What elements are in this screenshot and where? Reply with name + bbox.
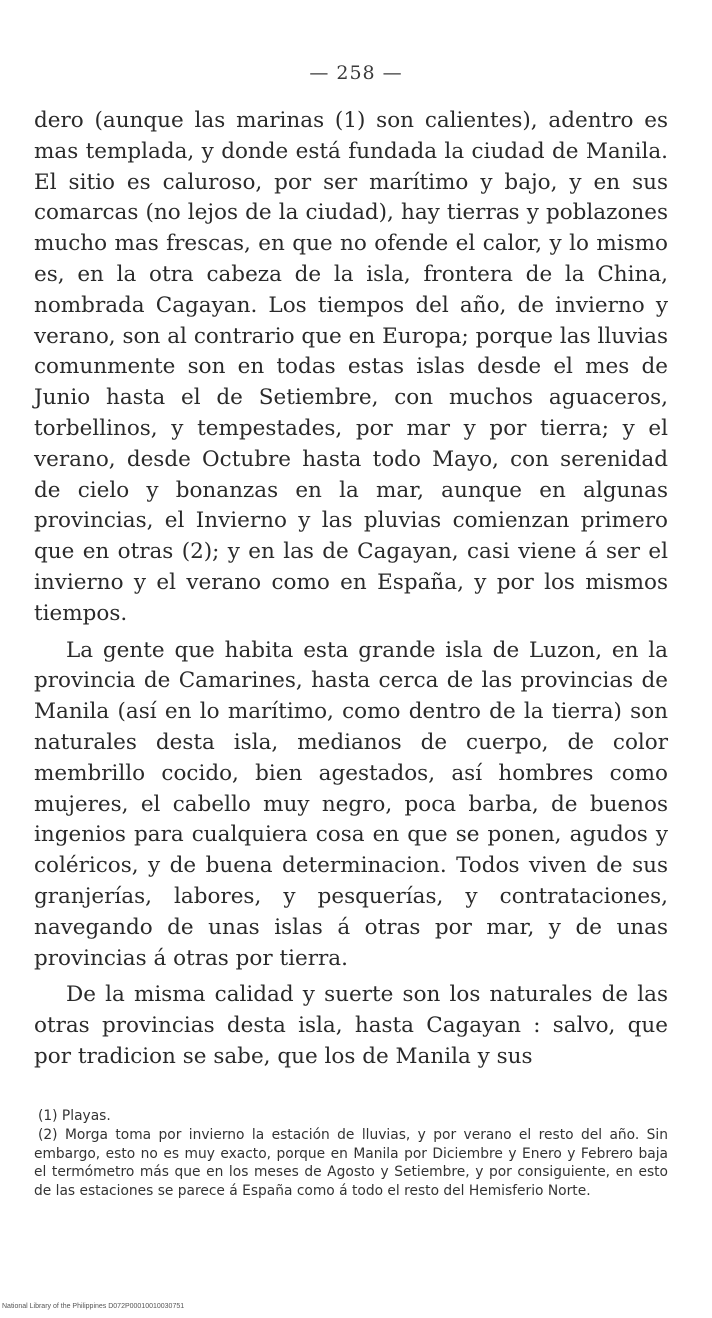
paragraph-1: dero (aunque las marinas (1) son calientes), adentro es mas templada, y donde está fundada la ciudad de Manila. El sitio es caluroso, por ser marítimo y bajo, y en sus comarcas (no lejos de la ciudad), hay tierras y poblazones mucho mas frescas, en que no ofende el calor, y lo mismo es, en la otra cabeza de la isla, frontera de la China, nombrada Cagayan. Los tiempos del año, de invierno y verano, son al contrario que en Europa; porque las lluvias comunmente son en todas estas islas desde el mes de Junio hasta el de Setiembre, con muchos aguaceros, torbellinos, y tempestades, por mar y por tierra; y el verano, desde Octubre hasta todo Mayo, con serenidad de cielo y bonanzas en la mar, aunque en algunas provincias, el Invierno y las pluvias comienzan primero que en otras (2); y en las de Cagayan, casi viene á ser el invierno y el verano como en España, y por los mismos tiempos. — [34, 108, 668, 626]
footnotes — [34, 1107, 668, 1201]
page-number: — 258 — — [309, 62, 403, 84]
footnote-1: (1) Playas. — [38, 1108, 111, 1124]
library-credit: National Library of the Philippines D072P00010010030751 — [2, 1303, 185, 1310]
paragraph-2: La gente que habita esta grande isla de Luzon, en la provincia de Camarines, hasta cerca de las provincias de Manila (así en lo marítimo, como dentro de la tierra) son naturales desta isla, medianos de cuerpo, de color membrillo cocido, bien agestados, así hombres como mujeres, el cabello muy negro, poca barba, de buenos ingenios para cualquiera cosa en que se ponen, agudos y coléricos, y de buena determinacion. Todos viven de sus granjerías, labores, y pesquerías, y contrataciones, navegando de unas islas á otras por mar, y de unas provincias á otras por tierra. — [34, 637, 668, 971]
body-text — [34, 106, 668, 1073]
paragraph-3: De la misma calidad y suerte son los naturales de las otras provincias desta isla, hasta Cagayan : salvo, que por tradicion se sabe, que los de Manila y sus — [34, 982, 668, 1069]
footnote-2: (2) Morga toma por invierno la estación de lluvias, y por verano el resto del año. Sin embargo, esto no es muy exacto, porque en Manila por Diciembre y Enero y Febrero baja el termómetro más que en los meses de Agosto y Setiembre, y por consiguiente, en esto de las estaciones se parece á España como á todo el resto del Hemisferio Norte. — [34, 1126, 668, 1200]
